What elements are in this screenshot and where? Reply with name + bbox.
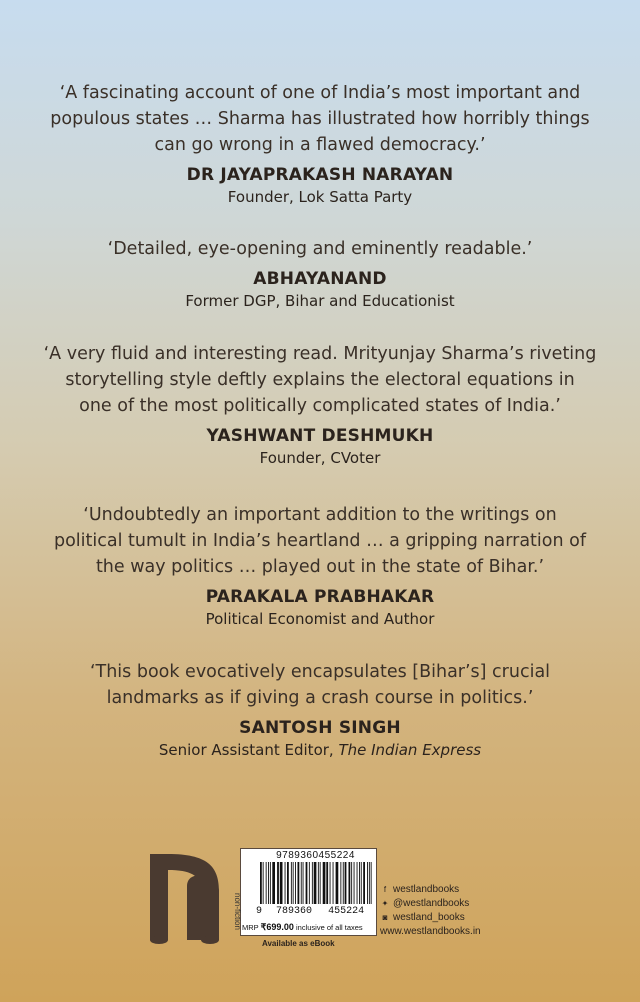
barcode-bar (312, 862, 313, 904)
price-value: ₹699.00 (260, 922, 294, 932)
endorsement-quote: ‘A fascinating account of one of India’s most important and populous states … Sharma has illustrated how horribly things can go wrong in a flawed democracy.’ (50, 83, 590, 155)
barcode-bar (309, 862, 310, 904)
barcode-bar (320, 862, 321, 904)
barcode-bar (295, 862, 296, 904)
westland-logo-icon (147, 846, 242, 946)
barcode-bar (340, 862, 341, 904)
twitter-icon: ✦ (381, 899, 389, 908)
ebook-note: Available as eBook (262, 939, 335, 948)
barcode-digits-group-1: 789360 (276, 906, 313, 917)
barcode-bar (306, 862, 308, 904)
social-instagram[interactable] (380, 911, 530, 925)
endorsement-3 (40, 341, 600, 467)
endorsement-1 (40, 80, 600, 206)
endorser-name: DR JAYAPRAKASH NARAYAN (186, 165, 454, 185)
barcode-bar (291, 862, 292, 904)
barcode-bar (361, 862, 362, 904)
instagram-handle: westland_books (393, 912, 465, 923)
barcode-digits-group-2: 455224 (328, 906, 365, 917)
price-note: inclusive of all taxes (295, 923, 363, 932)
barcode-bar (293, 862, 294, 904)
barcode-bar (301, 862, 302, 904)
endorsement-quote: ‘A very fluid and interesting read. Mrityunjay Sharma’s riveting storytelling style deftly explains the electoral equations in one of the most politically complicated states of India.’ (43, 344, 597, 416)
barcode-bar (280, 862, 283, 904)
barcode-bar (357, 862, 358, 904)
endorser-role: Founder, Lok Satta Party (227, 188, 413, 206)
barcode-bar (298, 862, 300, 904)
barcode-bar (369, 862, 370, 904)
publication-name: The Indian Express (338, 741, 482, 759)
barcode-bar (336, 862, 339, 904)
barcode-bar (270, 862, 271, 904)
social-links (380, 883, 530, 939)
barcode-bar (287, 862, 289, 904)
barcode-bar (268, 862, 269, 904)
barcode-bar (326, 862, 328, 904)
social-facebook[interactable] (380, 883, 530, 897)
endorser-role (40, 741, 600, 759)
barcode-bar (345, 862, 347, 904)
endorser-role: Former DGP, Bihar and Educationist (185, 292, 455, 310)
barcode-bar (303, 862, 304, 904)
barcode-bar (354, 862, 355, 904)
barcode-bar (323, 862, 326, 904)
barcode-bar (314, 862, 317, 904)
endorsement-quote: ‘Undoubtedly an important addition to the writings on political tumult in India’s heartland … a gripping narration of the way politics … played out in the state of Bihar.’ (53, 505, 587, 577)
barcode-bar (351, 862, 352, 904)
barcode-bar (330, 862, 331, 904)
endorser-name: PARAKALA PRABHAKAR (205, 587, 435, 607)
barcode-bar (343, 862, 344, 904)
barcode-bar (285, 862, 286, 904)
website-link[interactable]: www.westlandbooks.in (380, 926, 481, 937)
facebook-icon: f (383, 885, 387, 894)
endorsement-2 (40, 236, 600, 310)
barcode-bar (367, 862, 368, 904)
endorser-role: Founder, CVoter (259, 449, 381, 467)
barcode-bar (260, 862, 262, 904)
barcode-bar (333, 862, 334, 904)
barcode-icon (258, 862, 373, 904)
barcode-bar (263, 862, 264, 904)
category-label: non-fiction (233, 893, 242, 930)
mrp-label: MRP (242, 923, 259, 932)
endorsement-quote: ‘This book evocatively encapsulates [Bihar’s] crucial landmarks as if giving a crash course in politics.’ (89, 662, 551, 708)
barcode-digit-first: 9 (256, 906, 263, 917)
price-row (242, 922, 375, 933)
barcode-bar (272, 862, 275, 904)
endorser-name: SANTOSH SINGH (239, 718, 401, 738)
barcode-bar (371, 862, 372, 904)
barcode-bar (266, 862, 267, 904)
facebook-handle: westlandbooks (393, 884, 460, 895)
twitter-handle: @westlandbooks (393, 898, 470, 909)
endorser-name: YASHWANT DESHMUKH (206, 426, 434, 446)
social-twitter[interactable] (380, 897, 530, 911)
endorsement-quote: ‘Detailed, eye-opening and eminently readable.’ (107, 239, 533, 259)
barcode-bar (359, 862, 360, 904)
instagram-icon: ◙ (382, 913, 388, 922)
endorser-name: ABHAYANAND (253, 269, 387, 289)
barcode-bar (318, 862, 319, 904)
barcode-digits (256, 906, 374, 917)
barcode-bar (349, 862, 351, 904)
barcode-bar (363, 862, 365, 904)
barcode-bar (277, 862, 279, 904)
endorsement-5 (40, 659, 600, 759)
endorsement-4 (40, 502, 600, 628)
endorser-role: Political Economist and Author (205, 610, 435, 628)
endorser-role-prefix: Senior Assistant Editor, (158, 741, 339, 759)
isbn-number: 9789360455224 (276, 850, 355, 861)
